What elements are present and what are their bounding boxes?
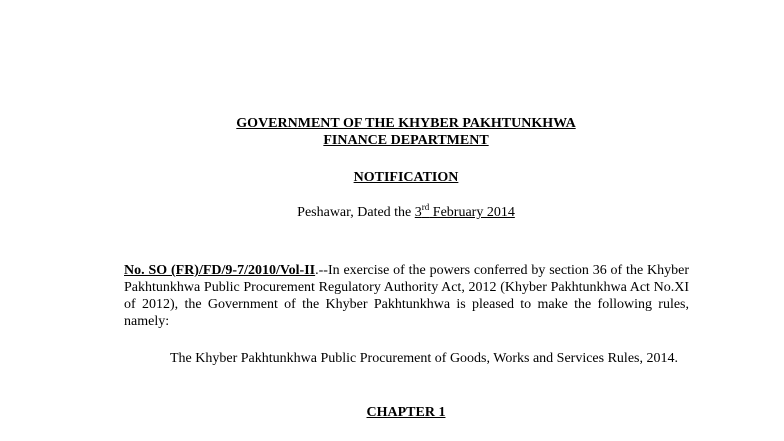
government-heading: GOVERNMENT OF THE KHYBER PAKHTUNKHWA xyxy=(236,116,576,131)
department-heading: FINANCE DEPARTMENT xyxy=(323,133,489,148)
rules-title-paragraph xyxy=(124,350,689,367)
reference-number: No. SO (FR)/FD/9-7/2010/Vol-II xyxy=(124,263,316,278)
chapter-heading: CHAPTER 1 xyxy=(366,405,446,420)
dated-day-suffix: rd xyxy=(421,202,430,212)
dated-line xyxy=(0,202,784,221)
dated-month-year: February 2014 xyxy=(429,205,515,220)
preamble-text: .--In exercise of the powers conferred by section 36 of the Khyber Pakhtunkhwa Public Procurement Regulatory Authority Act, 2012 (Khyber Pakhtunkhwa Act No.XI of 2012), the Government of the Khyber Pakhtunkhwa is pleased to make the following rules, namely: xyxy=(124,263,689,329)
dated-place: Peshawar, Dated the xyxy=(297,205,415,220)
dated-date xyxy=(414,202,515,220)
preamble-paragraph xyxy=(124,262,689,330)
dated-day: 3 xyxy=(414,205,422,220)
rules-title-text: The Khyber Pakhtunkhwa Public Procurement of Goods, Works and Services Rules, 2014. xyxy=(170,351,678,366)
notification-title: NOTIFICATION xyxy=(353,170,459,185)
